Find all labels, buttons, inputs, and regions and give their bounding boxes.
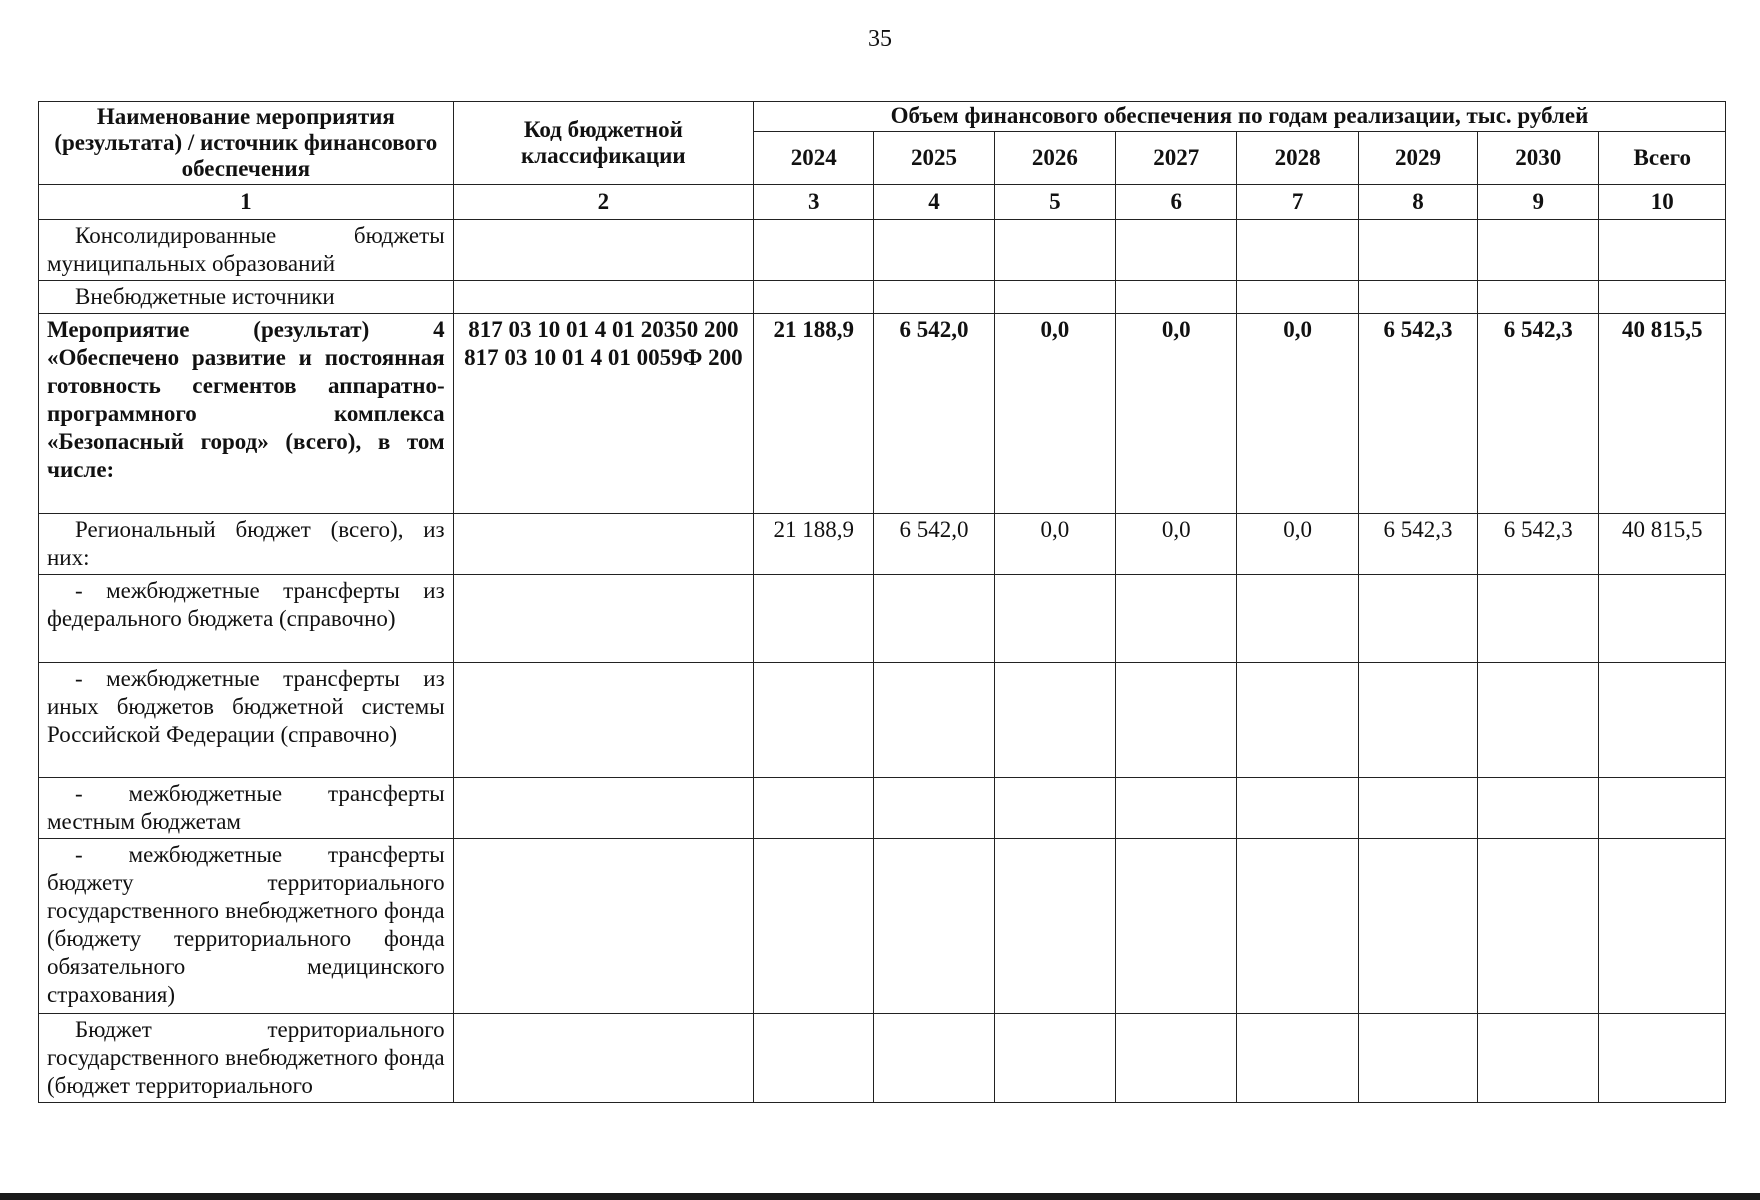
row-value (1237, 1014, 1358, 1103)
row-value (754, 663, 874, 778)
row-value (1116, 575, 1237, 663)
row-value (994, 778, 1115, 839)
row-value: 6 542,0 (874, 314, 994, 514)
row-value (1237, 839, 1358, 1014)
row-value (1599, 1014, 1726, 1103)
row-value (1116, 220, 1237, 281)
row-value (1478, 839, 1599, 1014)
row-value: 0,0 (1116, 314, 1237, 514)
page-number: 35 (868, 26, 892, 52)
header-year: 2029 (1358, 131, 1477, 184)
table-row (39, 778, 1726, 839)
row-value (1237, 220, 1358, 281)
row-value (1478, 281, 1599, 314)
table-row (39, 663, 1726, 778)
header-year: 2024 (754, 131, 874, 184)
row-name: - межбюджетные трансферты местным бюджетам (39, 778, 454, 839)
row-value (994, 839, 1115, 1014)
row-value (994, 220, 1115, 281)
row-value (1358, 220, 1477, 281)
row-value: 0,0 (994, 314, 1115, 514)
row-value: 21 188,9 (754, 314, 874, 514)
row-value (1358, 575, 1477, 663)
row-value (754, 1014, 874, 1103)
column-numbers-row (39, 185, 1726, 220)
row-value: 40 815,5 (1599, 314, 1726, 514)
row-value (874, 663, 994, 778)
table-row (39, 575, 1726, 663)
row-name: Бюджет территориального государственного внебюджетного фонда (бюджет территориального (39, 1014, 454, 1103)
header-name: Наименование мероприятия (результата) / источник финансового обеспечения (39, 102, 454, 185)
row-value (1599, 839, 1726, 1014)
row-value (754, 220, 874, 281)
row-value (874, 839, 994, 1014)
row-code-line: 817 03 10 01 4 01 0059Ф 200 (464, 345, 743, 370)
row-code (453, 281, 753, 314)
row-value (1358, 663, 1477, 778)
column-number: 2 (453, 185, 753, 220)
row-code (453, 839, 753, 1014)
row-value: 6 542,3 (1478, 314, 1599, 514)
header-year: 2028 (1237, 131, 1358, 184)
row-value (1116, 1014, 1237, 1103)
table-row (39, 1014, 1726, 1103)
row-value (1237, 575, 1358, 663)
column-number: 9 (1478, 185, 1599, 220)
header-volume: Объем финансового обеспечения по годам реализации, тыс. рублей (754, 102, 1726, 132)
header-code: Код бюджетной классификации (453, 102, 753, 185)
row-value: 0,0 (1116, 514, 1237, 575)
table-row-event (39, 314, 1726, 514)
column-number: 7 (1237, 185, 1358, 220)
row-value: 6 542,3 (1358, 514, 1477, 575)
row-value (1478, 575, 1599, 663)
row-value (994, 1014, 1115, 1103)
row-name: - межбюджетные трансферты из федерального бюджета (справочно) (39, 575, 454, 663)
row-value (874, 575, 994, 663)
row-value (1599, 220, 1726, 281)
column-number: 5 (994, 185, 1115, 220)
row-value (1599, 281, 1726, 314)
row-value (874, 778, 994, 839)
row-value: 0,0 (1237, 314, 1358, 514)
row-value (1358, 281, 1477, 314)
column-number: 4 (874, 185, 994, 220)
row-value (1116, 281, 1237, 314)
header-year: 2027 (1116, 131, 1237, 184)
header-row-1 (39, 102, 1726, 132)
row-value (1478, 778, 1599, 839)
header-year: 2026 (994, 131, 1115, 184)
row-value (1478, 663, 1599, 778)
row-value: 6 542,3 (1358, 314, 1477, 514)
row-value (1478, 220, 1599, 281)
row-value (1237, 778, 1358, 839)
row-code (453, 663, 753, 778)
row-value: 6 542,3 (1478, 514, 1599, 575)
row-code (453, 778, 753, 839)
row-value: 0,0 (994, 514, 1115, 575)
row-value (1237, 281, 1358, 314)
row-name: - межбюджетные трансферты бюджету территориального государственного внебюджетного фонда (бюджету территориального фонда обязательного медицинского страхования) (39, 839, 454, 1014)
table-row (39, 839, 1726, 1014)
row-value (1599, 663, 1726, 778)
row-code (453, 1014, 753, 1103)
header-year: 2025 (874, 131, 994, 184)
table-row (39, 220, 1726, 281)
row-code (453, 314, 753, 514)
row-code-line: 817 03 10 01 4 01 20350 200 (468, 317, 739, 342)
row-value (1358, 778, 1477, 839)
row-value (1599, 575, 1726, 663)
row-value (1478, 1014, 1599, 1103)
row-name: - межбюджетные трансферты из иных бюджетов бюджетной системы Российской Федерации (справочно) (39, 663, 454, 778)
row-value (754, 281, 874, 314)
column-number: 1 (39, 185, 454, 220)
column-number: 10 (1599, 185, 1726, 220)
row-value (874, 220, 994, 281)
row-value (1599, 778, 1726, 839)
row-name: Консолидированные бюджеты муниципальных образований (39, 220, 454, 281)
row-value (1237, 663, 1358, 778)
row-value: 0,0 (1237, 514, 1358, 575)
row-name: Мероприятие (результат) 4 «Обеспечено развитие и постоянная готовность сегментов аппаратно-программного комплекса «Безопасный город» (всего), в том числе: (39, 314, 454, 514)
row-value (754, 575, 874, 663)
row-name: Внебюджетные источники (39, 281, 454, 314)
scan-edge-bar (0, 1193, 1760, 1200)
column-number: 8 (1358, 185, 1477, 220)
row-value (754, 839, 874, 1014)
row-code (453, 220, 753, 281)
table-row (39, 281, 1726, 314)
row-value: 40 815,5 (1599, 514, 1726, 575)
financing-table (38, 101, 1726, 1103)
row-value: 6 542,0 (874, 514, 994, 575)
row-value (994, 281, 1115, 314)
column-number: 6 (1116, 185, 1237, 220)
row-value (994, 575, 1115, 663)
row-name: Региональный бюджет (всего), из них: (39, 514, 454, 575)
row-code (453, 575, 753, 663)
row-value (1116, 778, 1237, 839)
row-value (994, 663, 1115, 778)
row-value: 21 188,9 (754, 514, 874, 575)
row-value (1116, 663, 1237, 778)
row-value (874, 281, 994, 314)
row-value (754, 778, 874, 839)
row-value (874, 1014, 994, 1103)
column-number: 3 (754, 185, 874, 220)
row-value (1358, 839, 1477, 1014)
table-row (39, 514, 1726, 575)
row-value (1116, 839, 1237, 1014)
row-code (453, 514, 753, 575)
header-total: Всего (1599, 131, 1726, 184)
row-value (1358, 1014, 1477, 1103)
header-year: 2030 (1478, 131, 1599, 184)
